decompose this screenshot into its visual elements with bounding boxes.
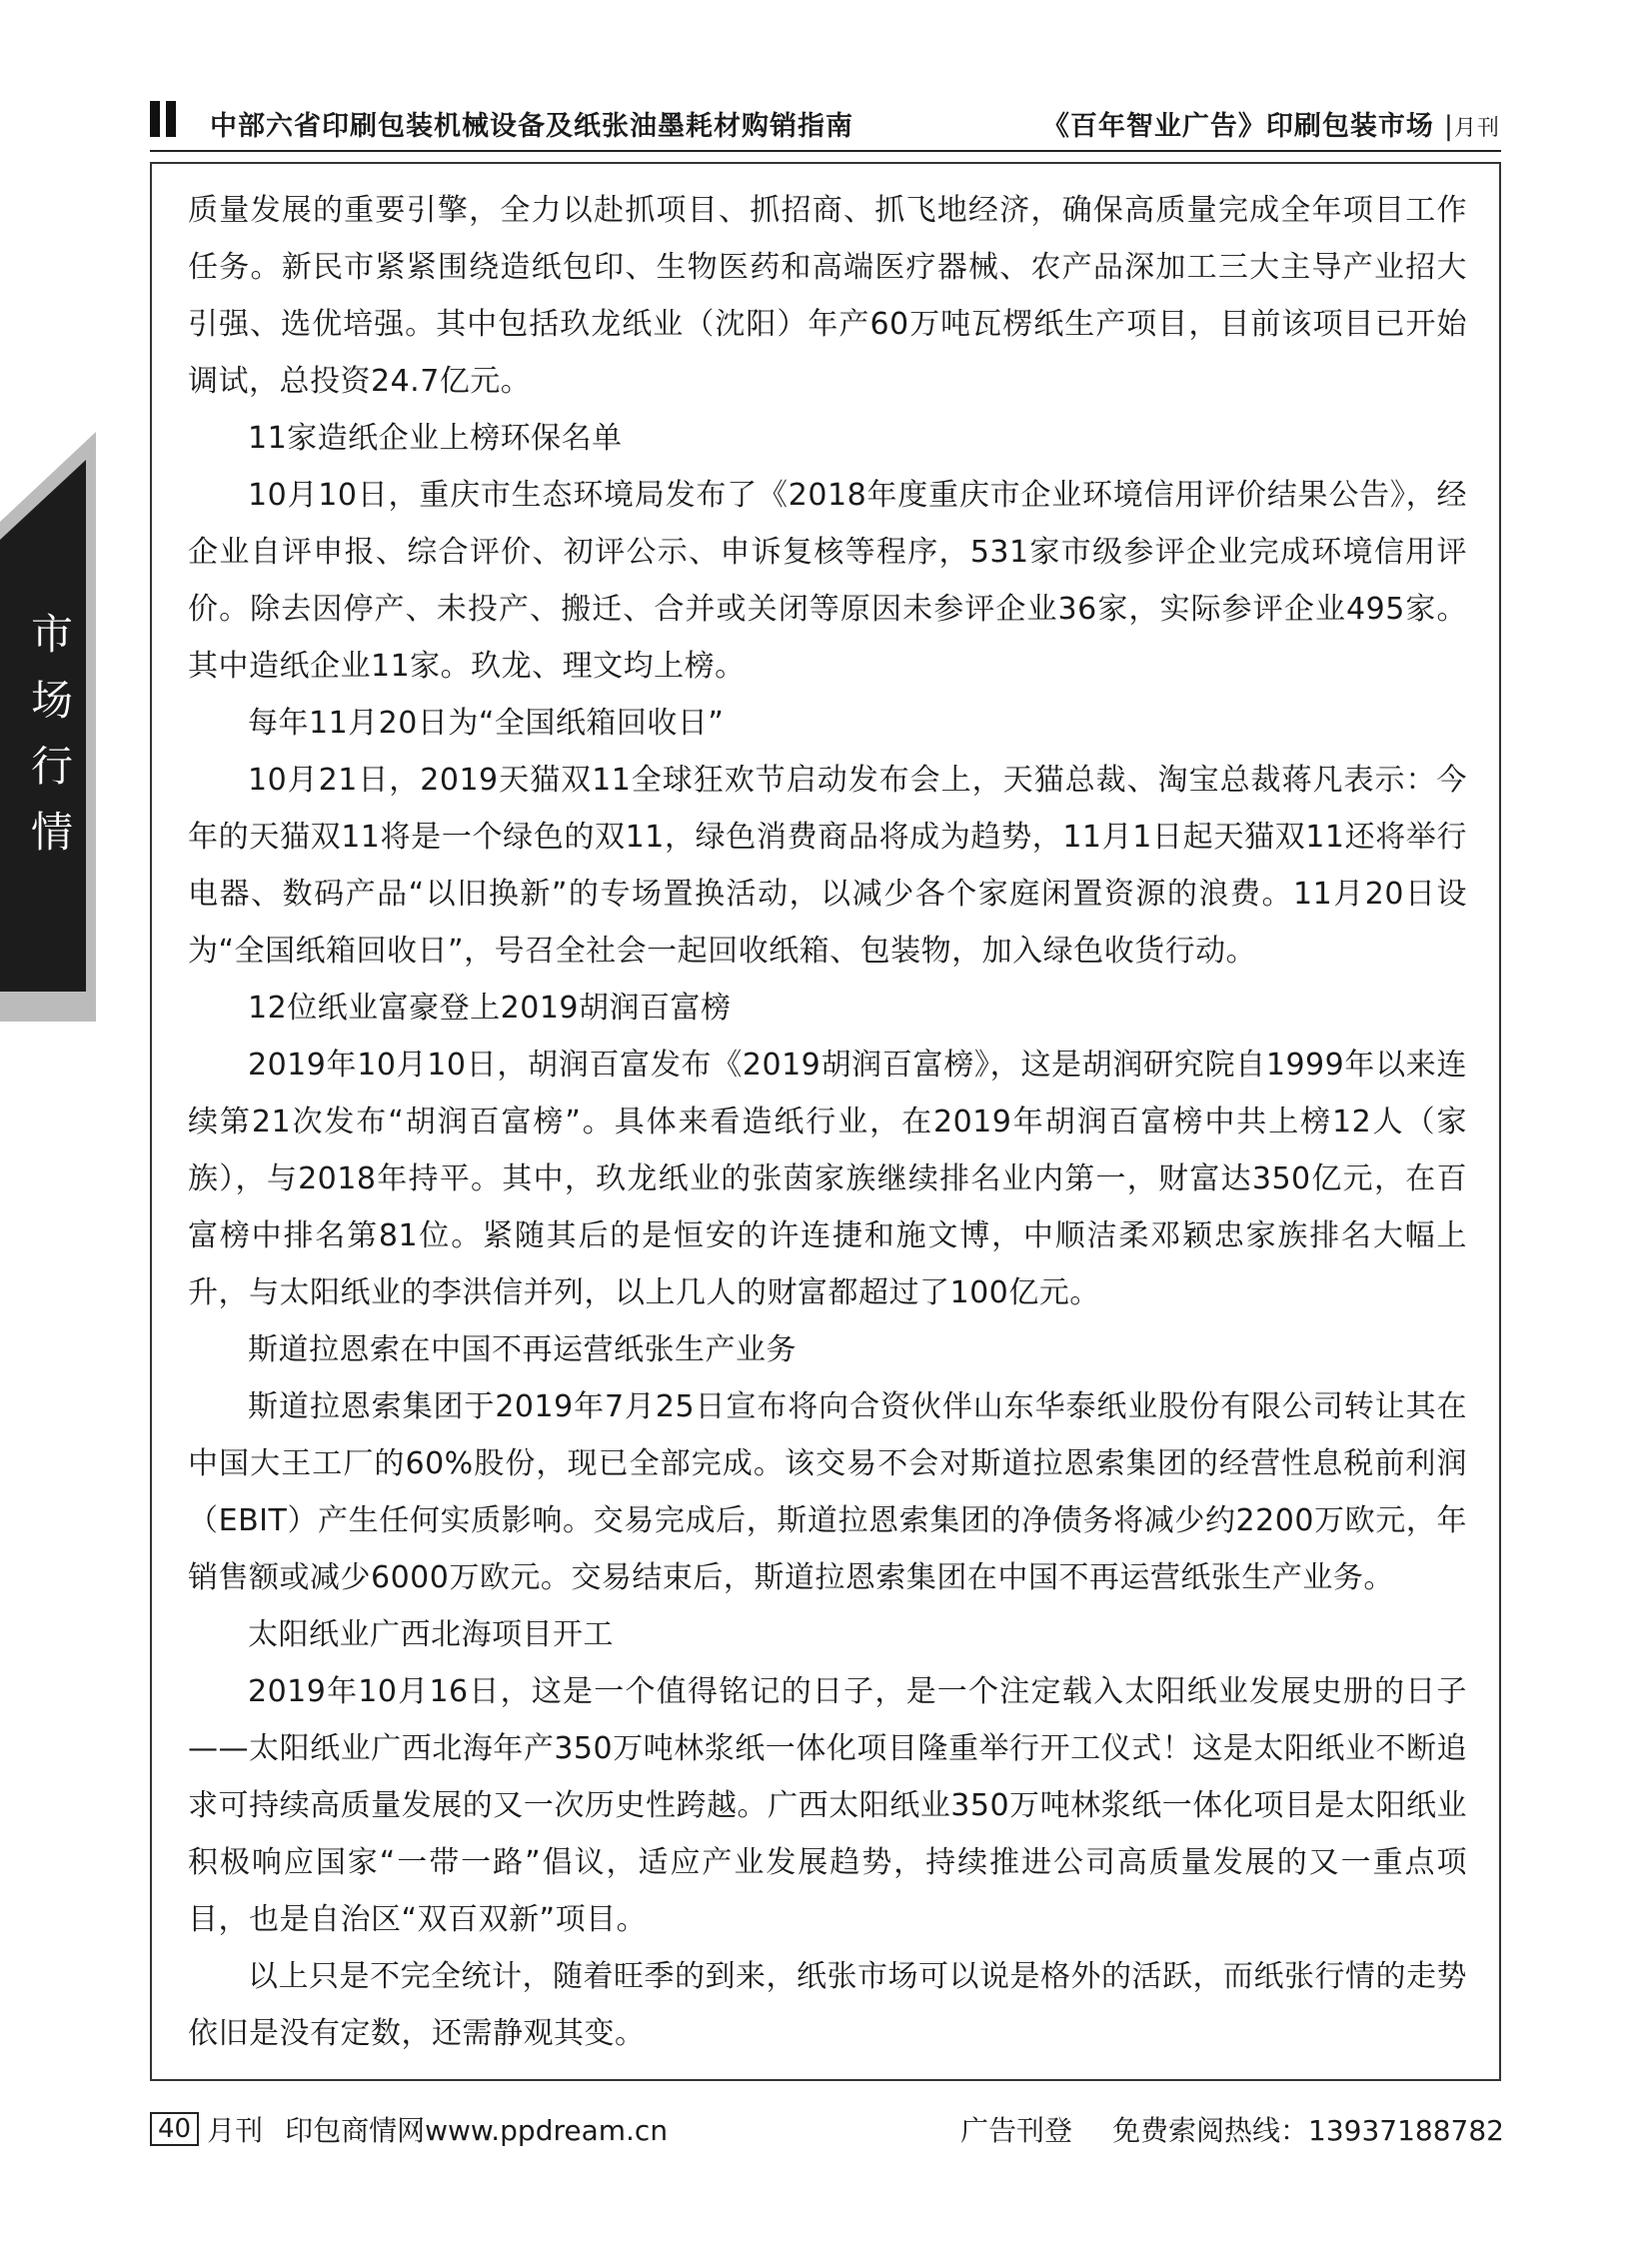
header-right-title: 《百年智业广告》印刷包装市场	[1041, 111, 1434, 142]
side-tab-char: 情	[30, 808, 73, 857]
section-heading: 太阳纸业广西北海项目开工	[248, 1617, 614, 1652]
header-right	[1042, 104, 1500, 143]
side-tab-char: 行	[30, 742, 73, 791]
side-tab-label	[22, 602, 82, 866]
footer-left	[150, 2109, 668, 2149]
paragraph: 以上只是不完全统计，随着旺季的到来，纸张市场可以说是格外的活跃，而纸张行情的走势依旧是没有定数，还需静观其变。	[188, 1959, 1467, 2051]
article-content	[188, 182, 1467, 2062]
header-rule	[150, 150, 1501, 152]
section-heading: 每年11月20日为“全国纸箱回收日”	[248, 706, 725, 741]
paragraph: 斯道拉恩索集团于2019年7月25日宣布将向合资伙伴山东华泰纸业股份有限公司转让其在中国大王工厂的60%股份，现已全部完成。该交易不会对斯道拉恩索集团的经营性息税前利润（EBIT）产生任何实质影响。交易完成后，斯道拉恩索集团的净债务将减少约2200万欧元，年销售额或减少6000万欧元。交易结束后，斯道拉恩索集团在中国不再运营纸张生产业务。	[188, 1389, 1467, 1595]
footer-magazine: 月刊	[207, 2114, 264, 2147]
footer-right	[960, 2109, 1504, 2149]
header-bar-mark-2	[166, 101, 176, 137]
page-number: 40	[150, 2112, 199, 2146]
footer-hotline: 免费索阅热线：13937188782	[1112, 2114, 1504, 2147]
side-tab	[0, 432, 96, 1022]
header-separator: |	[1443, 111, 1454, 142]
header-issue: 月刊	[1453, 116, 1500, 141]
article-box	[150, 162, 1501, 2081]
paragraph: 10月21日，2019天猫双11全球狂欢节启动发布会上，天猫总裁、淘宝总裁蒋凡表示：今年的天猫双11将是一个绿色的双11，绿色消费商品将成为趋势，11月1日起天猫双11还将举行电器、数码产品“以旧换新”的专场置换活动，以减少各个家庭闲置资源的浪费。11月20日设为“全国纸箱回收日”，号召全社会一起回收纸箱、包装物，加入绿色收货行动。	[188, 763, 1467, 969]
section-heading: 12位纸业富豪登上2019胡润百富榜	[248, 991, 732, 1026]
footer-website[interactable]: 印包商情网www.ppdream.cn	[285, 2114, 669, 2147]
side-tab-char: 市	[30, 610, 73, 659]
paragraph: 10月10日，重庆市生态环境局发布了《2018年度重庆市企业环境信用评价结果公告》，经企业自评申报、综合评价、初评公示、申诉复核等程序，531家市级参评企业完成环境信用评价。除去因停产、未投产、搬迁、合并或关闭等原因未参评企业36家，实际参评企业495家。其中造纸企业11家。玖龙、理文均上榜。	[188, 478, 1467, 684]
paragraph: 质量发展的重要引擎，全力以赴抓项目、抓招商、抓飞地经济，确保高质量完成全年项目工作任务。新民市紧紧围绕造纸包印、生物医药和高端医疗器械、农产品深加工三大主导产业招大引强、选优培强。其中包括玖龙纸业（沈阳）年产60万吨瓦楞纸生产项目，目前该项目已开始调试，总投资24.7亿元。	[188, 193, 1467, 399]
header-bar-mark	[150, 101, 160, 137]
footer-ad: 广告刊登	[960, 2114, 1073, 2147]
header-left-title: 中部六省印刷包装机械设备及纸张油墨耗材购销指南	[210, 111, 853, 142]
section-heading: 斯道拉恩索在中国不再运营纸张生产业务	[248, 1332, 797, 1367]
section-heading: 11家造纸企业上榜环保名单	[248, 421, 623, 456]
paragraph: 2019年10月16日，这是一个值得铭记的日子，是一个注定载入太阳纸业发展史册的日子——太阳纸业广西北海年产350万吨林浆纸一体化项目隆重举行开工仪式！这是太阳纸业不断追求可持续高质量发展的又一次历史性跨越。广西太阳纸业350万吨林浆纸一体化项目是太阳纸业积极响应国家“一带一路”倡议，适应产业发展趋势，持续推进公司高质量发展的又一重点项目，也是自治区“双百双新”项目。	[188, 1674, 1467, 1937]
side-tab-char: 场	[30, 676, 73, 725]
paragraph: 2019年10月10日，胡润百富发布《2019胡润百富榜》，这是胡润研究院自1999年以来连续第21次发布“胡润百富榜”。具体来看造纸行业，在2019年胡润百富榜中共上榜12人（家族），与2018年持平。其中，玖龙纸业的张茵家族继续排名业内第一，财富达350亿元，在百富榜中排名第81位。紧随其后的是恒安的许连捷和施文博，中顺洁柔邓颖忠家族排名大幅上升，与太阳纸业的李洪信并列，以上几人的财富都超过了100亿元。	[188, 1048, 1467, 1310]
